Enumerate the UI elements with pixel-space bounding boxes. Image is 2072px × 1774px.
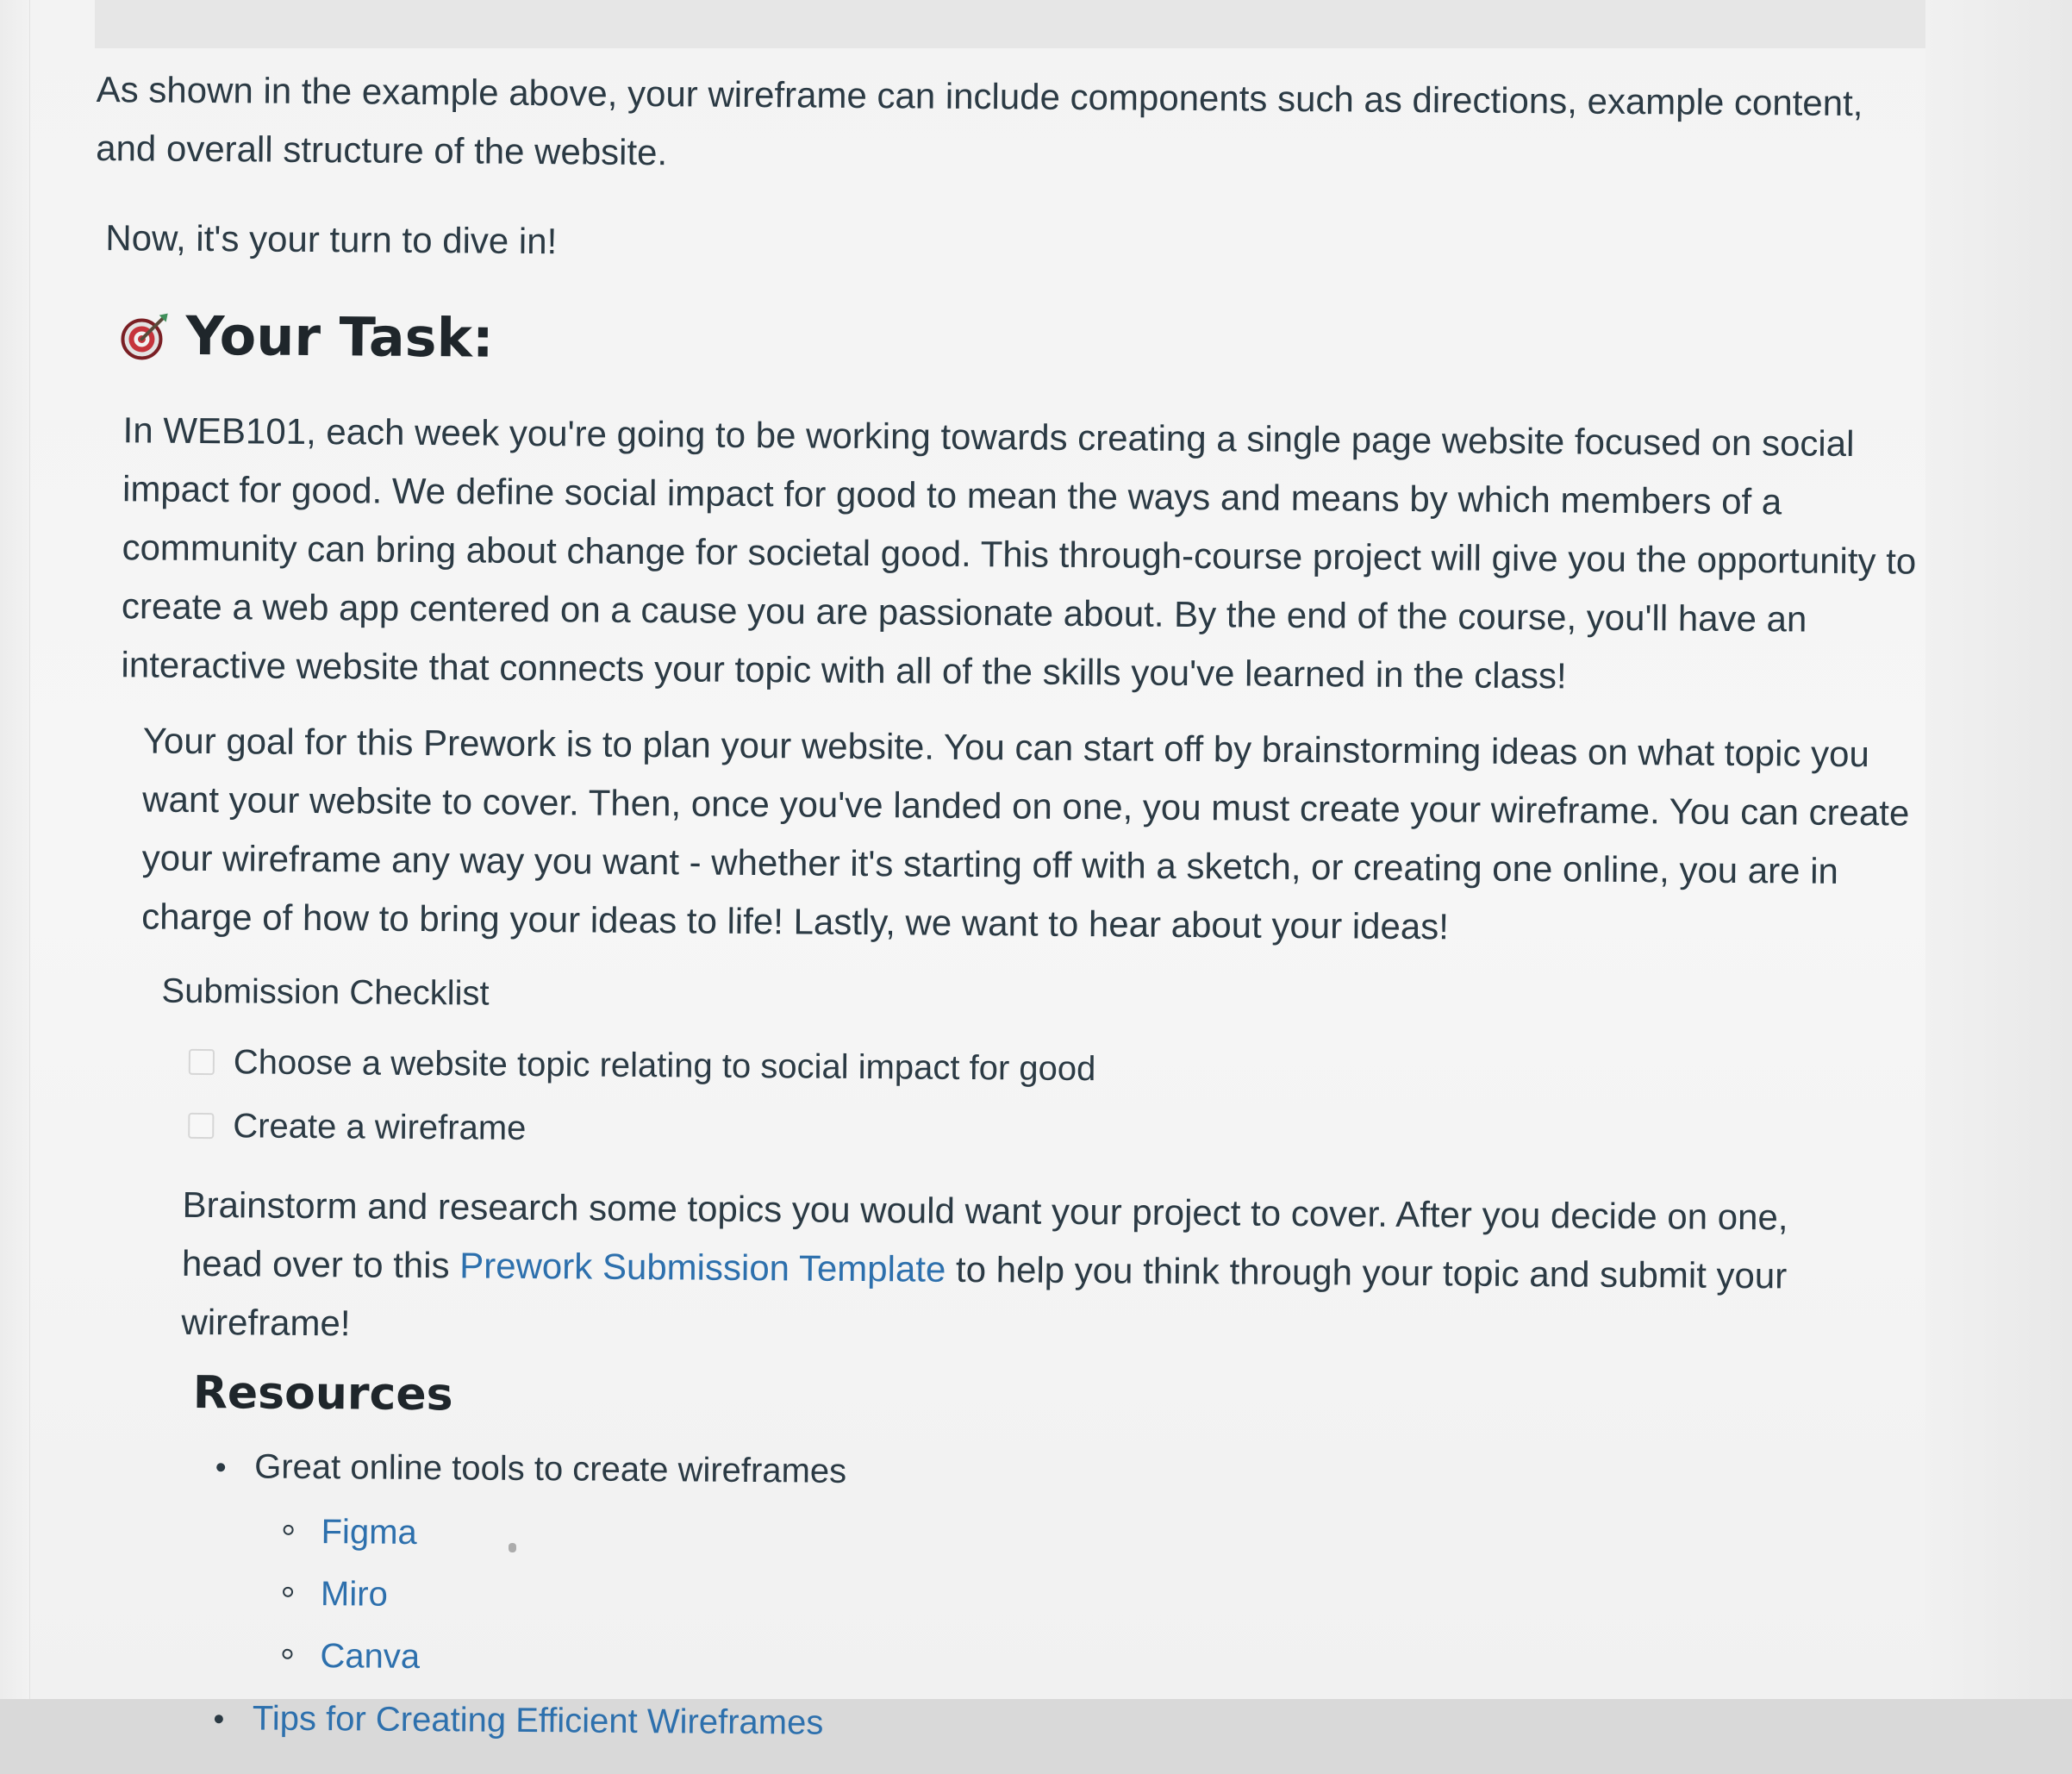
- checkbox[interactable]: [188, 1113, 214, 1139]
- prework-template-link[interactable]: Prework Submission Template: [459, 1245, 946, 1290]
- target-icon: [113, 305, 174, 366]
- resources-item-tools: [211, 1438, 1945, 1700]
- tips-link[interactable]: Tips for Creating Efficient Wireframes: [252, 1699, 824, 1742]
- now-paragraph: Now, it's your turn to dive in!: [105, 217, 558, 262]
- figma-link[interactable]: Figma: [321, 1513, 417, 1552]
- checklist-item: [188, 1100, 1948, 1165]
- checklist-item-label: Choose a website topic relating to social impact for good: [233, 1043, 1096, 1089]
- resources-item-tips: [211, 1690, 1944, 1760]
- left-rail: [0, 0, 30, 1699]
- checklist-item: [189, 1036, 1949, 1102]
- brainstorm-text-before: Brainstorm and research some topics you would want your project to cover. After you decide on one, head over to this: [181, 1184, 1788, 1286]
- task-title: Your Task:: [185, 303, 494, 370]
- cursor-dot: [509, 1543, 516, 1552]
- checklist-item-label: Create a wireframe: [233, 1107, 527, 1147]
- brainstorm-paragraph: [181, 1176, 1872, 1365]
- task-paragraph: In WEB101, each week you're going to be working towards creating a single page website focused on social impact for good. We define social impact for good to mean the ways and means by which members of a community can bring about change for societal good. This through-course project will give you the opportunity to create a web app centered on a cause you are passionate about. By the end of the course, you'll have an interactive website that connects your topic with all of the skills you've learned in the class!: [121, 409, 1917, 696]
- brainstorm-text-after: to help you think through your topic and submit your wireframe!: [181, 1248, 1788, 1344]
- checkbox[interactable]: [189, 1049, 215, 1075]
- goal-paragraph: Your goal for this Prework is to plan your website. You can start off by brainstorming ideas on what topic you want your website to cover. Then, once you've landed on one, you must create your wireframe. You can create your wireframe any way you want - whether it's starting off with a sketch, or creating one online, you are in charge of how to bring your ideas to life! Lastly, we want to hear about your ideas!: [141, 720, 1910, 947]
- list-item: [278, 1625, 1944, 1700]
- checklist-title: Submission Checklist: [161, 971, 490, 1013]
- canva-link[interactable]: Canva: [320, 1637, 421, 1677]
- tools-list: [253, 1501, 1945, 1700]
- submission-checklist: [188, 1036, 1949, 1165]
- assignment-content: [82, 60, 1957, 1774]
- resources-list: [211, 1438, 1946, 1760]
- miro-link[interactable]: Miro: [320, 1575, 388, 1614]
- task-heading: [113, 303, 1955, 381]
- resources-heading: Resources: [192, 1366, 453, 1421]
- top-strip: [95, 0, 1991, 48]
- intro-paragraph: As shown in the example above, your wireframe can include components such as directions, example content, and overall structure of the website.: [96, 69, 1863, 173]
- tools-label: Great online tools to create wireframes: [254, 1447, 847, 1490]
